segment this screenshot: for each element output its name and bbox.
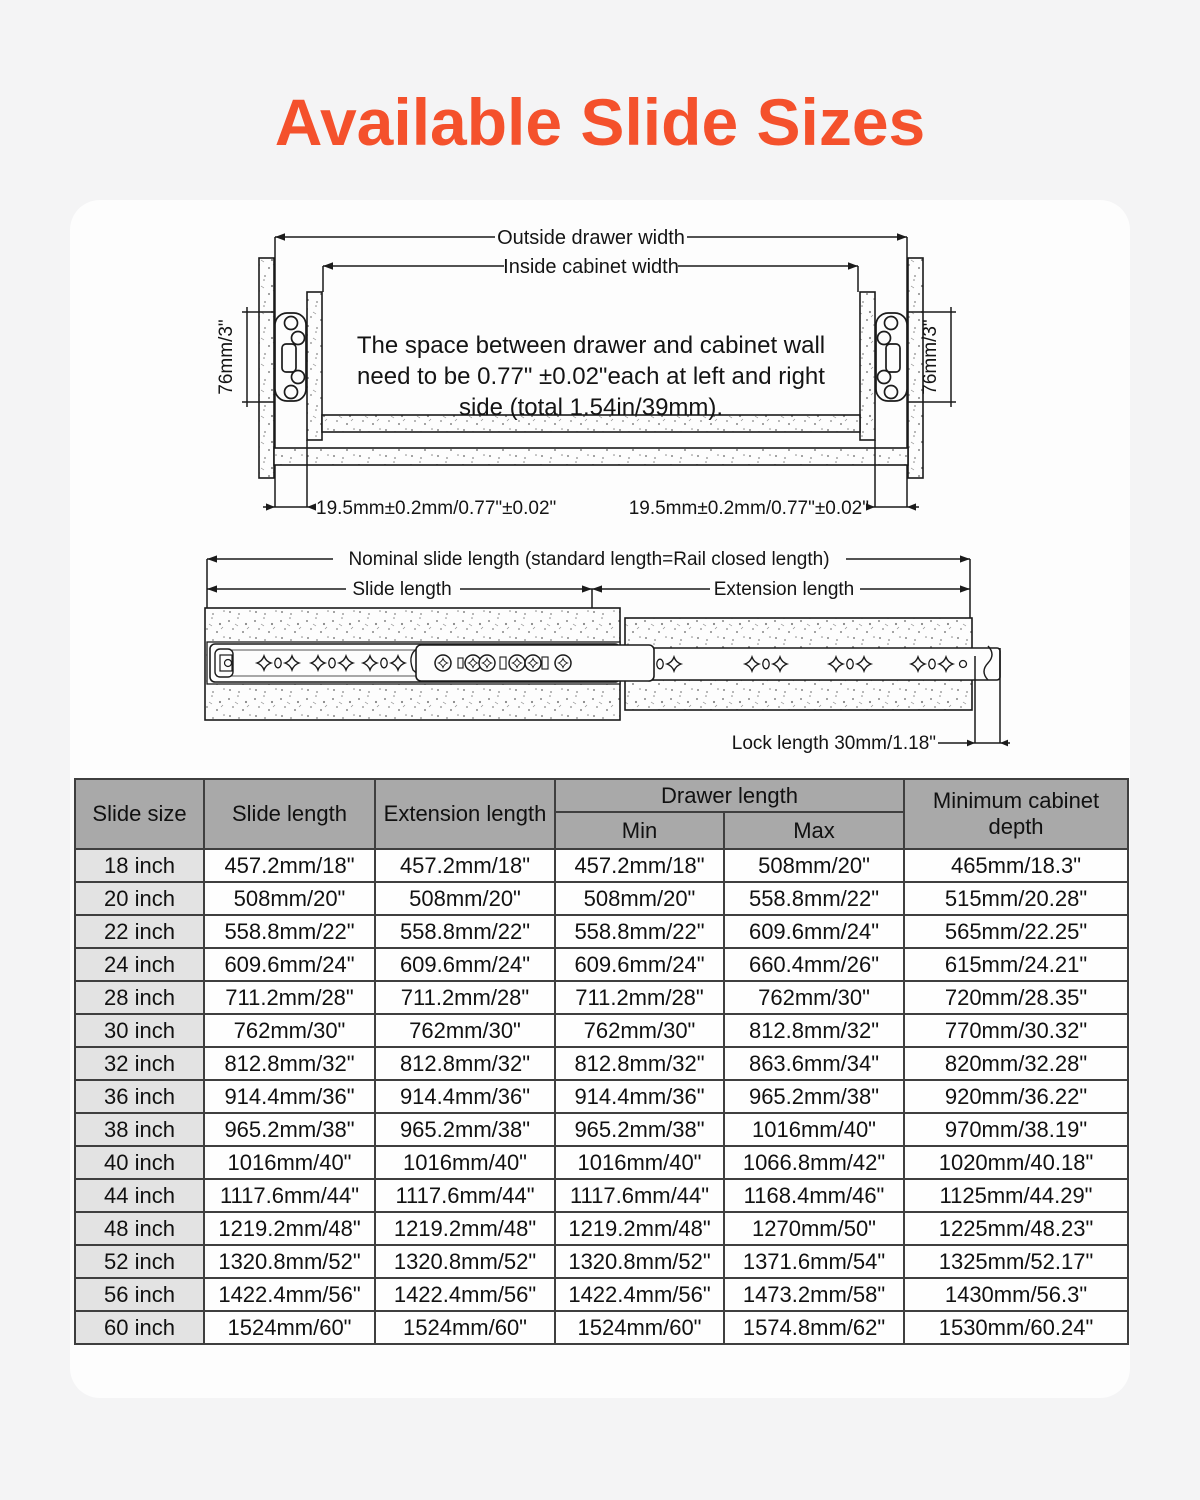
spec-cell: 1320.8mm/52"	[555, 1245, 724, 1278]
spec-cell: 770mm/30.32"	[904, 1014, 1128, 1047]
table-row	[75, 1179, 1128, 1212]
slide-size-cell: 18 inch	[75, 849, 204, 882]
table-row	[75, 1080, 1128, 1113]
table-row	[75, 981, 1128, 1014]
slide-size-cell: 30 inch	[75, 1014, 204, 1047]
extension-length-dimension	[592, 579, 970, 600]
slide-length-label: Slide length	[352, 579, 452, 600]
table-body	[75, 849, 1128, 1344]
spec-cell: 711.2mm/28"	[204, 981, 375, 1014]
inside-cabinet-width-dimension	[323, 256, 858, 292]
spec-cell: 965.2mm/38"	[204, 1113, 375, 1146]
slide-size-cell: 40 inch	[75, 1146, 204, 1179]
spec-cell: 1524mm/60"	[375, 1311, 555, 1344]
slide-profile-left	[275, 313, 306, 401]
clearance-note-line3: side (total 1.54in/39mm).	[458, 394, 724, 421]
spec-cell: 457.2mm/18"	[204, 849, 375, 882]
spec-cell: 1371.6mm/54"	[724, 1245, 904, 1278]
spec-cell: 812.8mm/32"	[204, 1047, 375, 1080]
spec-cell: 558.8mm/22"	[724, 882, 904, 915]
spec-cell: 1117.6mm/44"	[204, 1179, 375, 1212]
drawer-wall-left	[307, 292, 322, 440]
slide-height-label-left: 76mm/3"	[216, 319, 237, 395]
table-row	[75, 1014, 1128, 1047]
table-row	[75, 948, 1128, 981]
spec-cell: 1117.6mm/44"	[555, 1179, 724, 1212]
spec-cell: 609.6mm/24"	[555, 948, 724, 981]
header-min-cabinet-depth: Minimum cabinet depth	[904, 779, 1128, 849]
slide-size-cell: 36 inch	[75, 1080, 204, 1113]
spec-cell: 762mm/30"	[555, 1014, 724, 1047]
spec-cell: 558.8mm/22"	[204, 915, 375, 948]
slide-size-cell: 32 inch	[75, 1047, 204, 1080]
slide-size-cell: 20 inch	[75, 882, 204, 915]
spec-cell: 457.2mm/18"	[375, 849, 555, 882]
page-title: Available Slide Sizes	[274, 85, 926, 159]
width-cross-section-diagram	[70, 200, 1130, 534]
spec-cell: 812.8mm/32"	[375, 1047, 555, 1080]
spec-cell: 565mm/22.25"	[904, 915, 1128, 948]
clearance-note	[357, 332, 825, 421]
spec-cell: 914.4mm/36"	[204, 1080, 375, 1113]
slide-size-table	[74, 778, 1129, 1345]
slide-size-cell: 44 inch	[75, 1179, 204, 1212]
spec-cell: 914.4mm/36"	[375, 1080, 555, 1113]
clearance-note-line2: need to be 0.77" ±0.02"each at left and right	[357, 363, 825, 390]
spec-cell: 609.6mm/24"	[204, 948, 375, 981]
spec-cell: 1016mm/40"	[724, 1113, 904, 1146]
spec-cell: 508mm/20"	[375, 882, 555, 915]
content-card	[70, 200, 1130, 1398]
spec-cell: 1219.2mm/48"	[204, 1212, 375, 1245]
spec-cell: 1219.2mm/48"	[375, 1212, 555, 1245]
header-max: Max	[724, 812, 904, 849]
table-row	[75, 882, 1128, 915]
spec-cell: 1325mm/52.17"	[904, 1245, 1128, 1278]
table-row	[75, 1113, 1128, 1146]
spec-cell: 920mm/36.22"	[904, 1080, 1128, 1113]
header-slide-size: Slide size	[75, 779, 204, 849]
spec-cell: 965.2mm/38"	[375, 1113, 555, 1146]
slide-profile-right	[876, 313, 907, 401]
slide-size-cell: 60 inch	[75, 1311, 204, 1344]
header-slide-length: Slide length	[204, 779, 375, 849]
table-row	[75, 1245, 1128, 1278]
slide-height-label-right: 76mm/3"	[920, 319, 941, 395]
spec-cell: 1422.4mm/56"	[555, 1278, 724, 1311]
spec-cell: 508mm/20"	[555, 882, 724, 915]
slide-size-cell: 24 inch	[75, 948, 204, 981]
spec-cell: 762mm/30"	[375, 1014, 555, 1047]
side-gap-label-left: 19.5mm±0.2mm/0.77"±0.02"	[316, 498, 557, 519]
spec-cell: 914.4mm/36"	[555, 1080, 724, 1113]
spec-cell: 465mm/18.3"	[904, 849, 1128, 882]
spec-cell: 1270mm/50"	[724, 1212, 904, 1245]
slide-length-diagram	[70, 538, 1130, 770]
slide-size-cell: 52 inch	[75, 1245, 204, 1278]
spec-cell: 1524mm/60"	[555, 1311, 724, 1344]
slide-length-dimension	[207, 579, 592, 608]
header-drawer-length: Drawer length	[555, 779, 904, 812]
spec-cell: 1320.8mm/52"	[204, 1245, 375, 1278]
spec-cell: 1422.4mm/56"	[204, 1278, 375, 1311]
spec-cell: 515mm/20.28"	[904, 882, 1128, 915]
spec-cell: 1016mm/40"	[375, 1146, 555, 1179]
slide-size-cell: 38 inch	[75, 1113, 204, 1146]
spec-cell: 1117.6mm/44"	[375, 1179, 555, 1212]
spec-cell: 660.4mm/26"	[724, 948, 904, 981]
clearance-note-line1: The space between drawer and cabinet wall	[356, 332, 826, 359]
spec-cell: 1430mm/56.3"	[904, 1278, 1128, 1311]
nominal-length-label: Nominal slide length (standard length=Rail closed length)	[348, 549, 830, 570]
drawer-wall-right	[860, 292, 875, 440]
lock-length-label: Lock length 30mm/1.18"	[731, 733, 936, 754]
spec-cell: 820mm/32.28"	[904, 1047, 1128, 1080]
outside-drawer-width-label: Outside drawer width	[497, 227, 685, 249]
slide-size-cell: 48 inch	[75, 1212, 204, 1245]
spec-cell: 965.2mm/38"	[555, 1113, 724, 1146]
header-extension-length: Extension length	[375, 779, 555, 849]
spec-cell: 1524mm/60"	[204, 1311, 375, 1344]
inside-cabinet-width-label: Inside cabinet width	[503, 256, 679, 278]
cabinet-wall-left	[259, 258, 274, 478]
spec-cell: 762mm/30"	[204, 1014, 375, 1047]
spec-cell: 1016mm/40"	[555, 1146, 724, 1179]
spec-cell: 762mm/30"	[724, 981, 904, 1014]
ball-bearing-carriage	[411, 645, 654, 681]
spec-cell: 1574.8mm/62"	[724, 1311, 904, 1344]
spec-cell: 1422.4mm/56"	[375, 1278, 555, 1311]
spec-cell: 812.8mm/32"	[724, 1014, 904, 1047]
side-gap-label-right: 19.5mm±0.2mm/0.77"±0.02"	[628, 498, 869, 519]
spec-cell: 970mm/38.19"	[904, 1113, 1128, 1146]
table-header	[75, 779, 1128, 849]
slide-size-cell: 22 inch	[75, 915, 204, 948]
table-row	[75, 915, 1128, 948]
spec-cell: 1020mm/40.18"	[904, 1146, 1128, 1179]
spec-cell: 609.6mm/24"	[724, 915, 904, 948]
spec-cell: 558.8mm/22"	[375, 915, 555, 948]
spec-cell: 457.2mm/18"	[555, 849, 724, 882]
spec-cell: 711.2mm/28"	[555, 981, 724, 1014]
cabinet-bottom-board	[274, 448, 908, 465]
header-min: Min	[555, 812, 724, 849]
extension-rail	[600, 646, 1000, 680]
spec-cell: 1066.8mm/42"	[724, 1146, 904, 1179]
spec-cell: 1473.2mm/58"	[724, 1278, 904, 1311]
spec-cell: 863.6mm/34"	[724, 1047, 904, 1080]
spec-cell: 812.8mm/32"	[555, 1047, 724, 1080]
spec-cell: 720mm/28.35"	[904, 981, 1128, 1014]
spec-cell: 558.8mm/22"	[555, 915, 724, 948]
spec-cell: 965.2mm/38"	[724, 1080, 904, 1113]
slide-size-cell: 28 inch	[75, 981, 204, 1014]
spec-cell: 711.2mm/28"	[375, 981, 555, 1014]
spec-cell: 1530mm/60.24"	[904, 1311, 1128, 1344]
slide-size-cell: 56 inch	[75, 1278, 204, 1311]
spec-cell: 615mm/24.21"	[904, 948, 1128, 981]
extension-length-label: Extension length	[713, 579, 855, 600]
spec-cell: 1219.2mm/48"	[555, 1212, 724, 1245]
table-row	[75, 1047, 1128, 1080]
spec-cell: 1320.8mm/52"	[375, 1245, 555, 1278]
spec-cell: 508mm/20"	[724, 849, 904, 882]
table-row	[75, 1146, 1128, 1179]
spec-cell: 1168.4mm/46"	[724, 1179, 904, 1212]
table-row	[75, 1278, 1128, 1311]
table-row	[75, 849, 1128, 882]
spec-cell: 1016mm/40"	[204, 1146, 375, 1179]
spec-cell: 609.6mm/24"	[375, 948, 555, 981]
spec-cell: 1125mm/44.29"	[904, 1179, 1128, 1212]
table-row	[75, 1311, 1128, 1344]
spec-cell: 508mm/20"	[204, 882, 375, 915]
table-row	[75, 1212, 1128, 1245]
spec-cell: 1225mm/48.23"	[904, 1212, 1128, 1245]
